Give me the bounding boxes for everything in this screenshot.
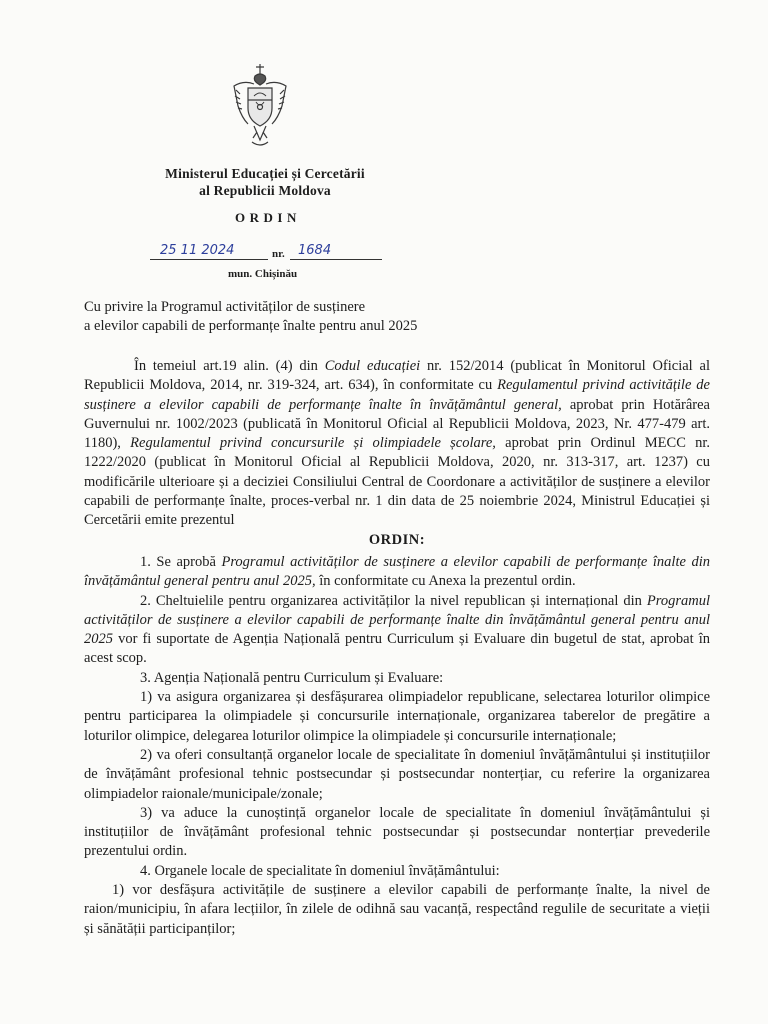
item-3: 3. Agenția Națională pentru Curriculum și Evaluare: — [140, 669, 444, 686]
preamble-emphasis-3: Regulamentul privind concursurile și olimpiadele școlare, — [130, 435, 496, 452]
date-underline — [150, 259, 268, 260]
subject-line-2: a elevilor capabili de performanțe înalte pentru anul 2025 — [84, 318, 418, 334]
ministry-line-2: al Republicii Moldova — [199, 183, 331, 198]
item-1-text-a: 1. Se aprobă — [140, 553, 222, 570]
handwritten-number: 1684 — [298, 243, 332, 258]
order-body — [84, 357, 710, 939]
item-3-3: 3) va aduce la cunoștință organelor locale de specialitate în domeniul învățământului și instituțiilor de învățământ profesional tehnic postsecundar și postsecundar nonterțiar prevederile prezentului ordin. — [84, 804, 710, 860]
item-3-1: 1) va asigura organizarea și desfășurarea olimpiadelor republicane, selectarea loturilor olimpice pentru participarea la olimpiadele și concursurile internaționale, organizarea taberelor de pregătire a loturilor olimpice, delegarea loturilor olimpice la olimpiadele și concursurile internaționale; — [84, 689, 710, 744]
number-label: nr. — [272, 248, 285, 260]
ministry-name — [140, 165, 390, 199]
item-1-emphasis: Programul activităților de susținere a elevilor capabili de performanțe înalte din învățământul general pentru anul 2025, — [84, 553, 710, 590]
moldova-coat-of-arms-icon — [228, 62, 292, 158]
order-subject — [84, 298, 504, 336]
item-4: 4. Organele locale de specialitate în domeniul învățământului: — [140, 862, 500, 879]
item-2-text-a: 2. Cheltuielile pentru organizarea activităților la nivel republican și internațional din — [140, 592, 647, 609]
ordin-heading: ORDIN: — [368, 531, 426, 548]
item-4-1: 1) vor desfășura activitățile de susținere a elevilor capabili de performanțe înalte, la nivel de raion/municipiu, în afara lecțiilor, în zilele de odihnă sau vacanță, respectând regulile de securitate a vieții și sănătății participanților; — [84, 882, 710, 937]
preamble-paragraph — [84, 357, 710, 531]
preamble-text-3: aprobat prin Hotărârea Guvernului nr. 1002/2023 (publicată în Monitorul Oficial al Republicii Moldova, 2023, Nr. 477-479 art. 1180), — [84, 396, 710, 452]
preamble-text-2: nr. 152/2014 (publicat în Monitorul Oficial al Republicii Moldova, 2014, nr. 319-324, art. 634), în conformitate cu — [84, 358, 710, 394]
item-3-2: 2) va oferi consultanță organelor locale de specialitate în domeniul învățământului și instituțiilor de învățământ profesional tehnic postsecundar și postsecundar nonterțiar, cu referire la organizarea olimpiadelor raionale/municipale/zonale; — [84, 746, 710, 802]
document-title: ORDIN — [235, 210, 301, 225]
city-label: mun. Chișinău — [228, 268, 298, 280]
subject-line-1: Cu privire la Programul activităților de susținere — [84, 299, 366, 315]
handwritten-date: 25 11 2024 — [160, 243, 235, 258]
date-number-row — [150, 245, 390, 265]
item-1-text-b: în conformitate cu Anexa la prezentul ordin. — [315, 573, 576, 590]
preamble-emphasis-1: Codul educației — [324, 358, 421, 374]
ministry-line-1: Ministerul Educației și Cercetării — [165, 166, 365, 181]
preamble-text-1: În temeiul art.19 alin. (4) din — [134, 358, 325, 374]
item-2 — [84, 592, 710, 669]
number-underline — [290, 259, 382, 260]
item-2-emphasis: Programul activităților de susținere a elevilor capabili de performanțe înalte din învățământul general pentru anul 2025 — [84, 592, 710, 648]
item-1 — [84, 553, 710, 592]
preamble-text-4: aprobat prin Ordinul MECC nr. 1222/2020 (publicat în Monitorul Oficial al Republicii Moldova, 2020, nr. 313-317, art. 1237) cu modificările ulterioare și a deciziei Consiliului Central de Coordonare a activităților de susținere a elevilor capabili de performanțe înalte, proces-verbal nr. 1 din data de 25 noiembrie 2024, Ministrul Educației și Cercetării emite prezentul — [84, 435, 710, 529]
item-2-text-b: vor fi suportate de Agenția Națională pentru Curriculum și Evaluare din bugetul de stat, aprobat în acest scop. — [84, 631, 710, 667]
preamble-emphasis-2: Regulamentul privind activitățile de susținere a elevilor capabili de performanțe înalte în învățământul general, — [84, 377, 710, 413]
